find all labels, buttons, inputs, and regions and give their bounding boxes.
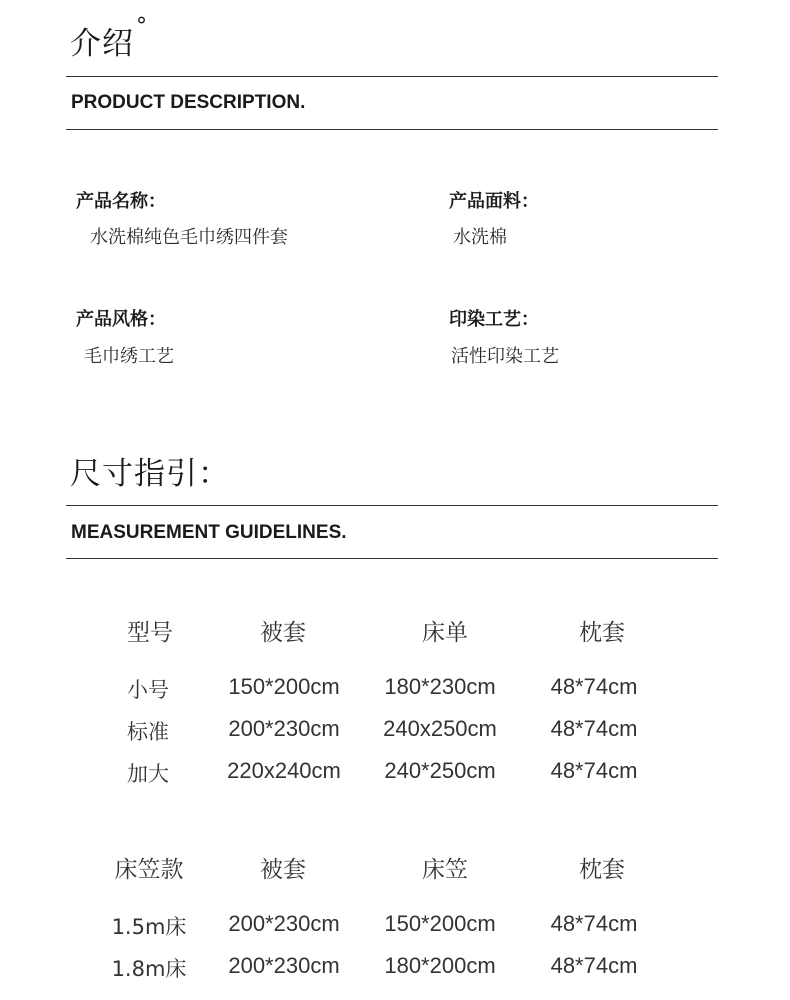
table2-header-duvet: 被套: [260, 857, 306, 883]
table1-row3-sheet: 240*250cm: [384, 758, 496, 783]
table1-row3-model: 加大: [127, 762, 169, 786]
table2-row2-model: 1.8m床: [111, 957, 187, 981]
table2-row2-fitted-sheet: 180*200cm: [384, 953, 496, 978]
table1-row2-sheet: 240x250cm: [383, 716, 497, 741]
table1-header-duvet: 被套: [260, 620, 306, 646]
measure-divider-top: [66, 505, 718, 506]
table1-header-model: 型号: [127, 620, 173, 646]
table1-header-pillowcase: 枕套: [579, 620, 625, 646]
table2-header-fitted-sheet: 床笠: [422, 857, 468, 883]
intro-title-text: 介绍: [70, 26, 134, 62]
divider-top: [66, 76, 718, 77]
product-name-label: 产品名称：: [76, 191, 166, 212]
product-style-value: 毛巾绣工艺: [84, 346, 174, 367]
intro-subtitle: PRODUCT DESCRIPTION.: [71, 92, 306, 113]
product-print-label: 印染工艺：: [449, 309, 539, 330]
measure-title: 尺寸指引：: [70, 456, 230, 492]
table2-row1-pillowcase: 48*74cm: [550, 911, 638, 936]
table2-header-pillowcase: 枕套: [579, 857, 625, 883]
table2-row1-fitted-sheet: 150*200cm: [384, 911, 496, 936]
table2-row2-duvet: 200*230cm: [228, 953, 340, 978]
product-print-value: 活性印染工艺: [451, 346, 559, 367]
product-fabric-label: 产品面料：: [449, 191, 539, 212]
table1-row1-model: 小号: [127, 678, 169, 702]
table2-header-model: 床笠款: [114, 857, 184, 883]
intro-title: [70, 14, 148, 63]
table1-row1-sheet: 180*230cm: [384, 674, 496, 699]
divider-bottom: [66, 129, 718, 130]
intro-title-mark: °: [136, 14, 148, 39]
measure-divider-bottom: [66, 558, 718, 559]
table1-row2-duvet: 200*230cm: [228, 716, 340, 741]
table2-row1-duvet: 200*230cm: [228, 911, 340, 936]
table2-row2-pillowcase: 48*74cm: [550, 953, 638, 978]
product-name-value: 水洗棉纯色毛巾绣四件套: [90, 227, 288, 248]
table1-row1-pillowcase: 48*74cm: [550, 674, 638, 699]
table1-row2-pillowcase: 48*74cm: [550, 716, 638, 741]
table1-row3-pillowcase: 48*74cm: [550, 758, 638, 783]
table1-header-sheet: 床单: [422, 620, 468, 646]
table1-row1-duvet: 150*200cm: [228, 674, 340, 699]
table1-row3-duvet: 220x240cm: [227, 758, 341, 783]
measure-subtitle: MEASUREMENT GUIDELINES.: [71, 522, 347, 543]
product-style-label: 产品风格：: [76, 309, 166, 330]
table2-row1-model: 1.5m床: [111, 915, 187, 939]
table1-row2-model: 标准: [127, 720, 169, 744]
product-fabric-value: 水洗棉: [453, 227, 507, 248]
